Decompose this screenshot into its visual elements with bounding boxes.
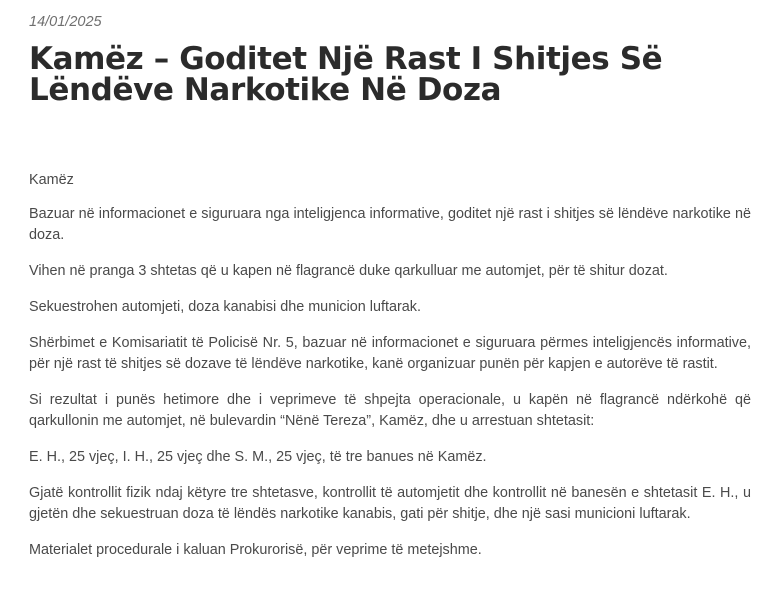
article-paragraph: Sekuestrohen automjeti, doza kanabisi dhe municion luftarak. xyxy=(29,299,421,315)
article-paragraph: Materialet procedurale i kaluan Prokurorisë, për veprime të metejshme. xyxy=(29,542,482,558)
article-body xyxy=(29,170,751,561)
article-paragraph: Gjatë kontrollit fizik ndaj këtyre tre shtetasve, kontrollit të automjetit dhe kontrollit në banesën e shtetasit E. H., u gjetën dhe sekuestruan doza të lëndës narkotike kanabis, gati për shitje, dhe një sasi municioni luftarak. xyxy=(29,485,751,522)
article-paragraph: Bazuar në informacionet e siguruara nga inteligjenca informative, goditet një rast i shitjes së lëndëve narkotike në doza. xyxy=(29,206,751,243)
article-paragraph: Shërbimet e Komisariatit të Policisë Nr. 5, bazuar në informacionet e siguruara përmes inteligjencës informative, për një rast të shitjes së dozave të lëndëve narkotike, kanë organizuar punën për kapjen e autorëve të rastit. xyxy=(29,335,751,372)
article-title: Kamëz – Goditet Një Rast I Shitjes Së Lëndëve Narkotike Në Doza xyxy=(29,41,663,108)
news-article xyxy=(29,12,751,576)
publish-date: 14/01/2025 xyxy=(29,14,102,30)
article-paragraph: E. H., 25 vjeç, I. H., 25 vjeç dhe S. M., 25 vjeç, të tre banues në Kamëz. xyxy=(29,449,487,465)
article-paragraph: Si rezultat i punës hetimore dhe i veprimeve të shpejta operacionale, u kapën në flagrancë ndërkohë që qarkullonin me automjet, në bulevardin “Nënë Tereza”, Kamëz, dhe u arrestuan shtetasit: xyxy=(29,392,751,429)
article-paragraph-location: Kamëz xyxy=(29,172,74,188)
article-paragraph: Vihen në pranga 3 shtetas që u kapen në flagrancë duke qarkulluar me automjet, për të shitur dozat. xyxy=(29,263,668,279)
